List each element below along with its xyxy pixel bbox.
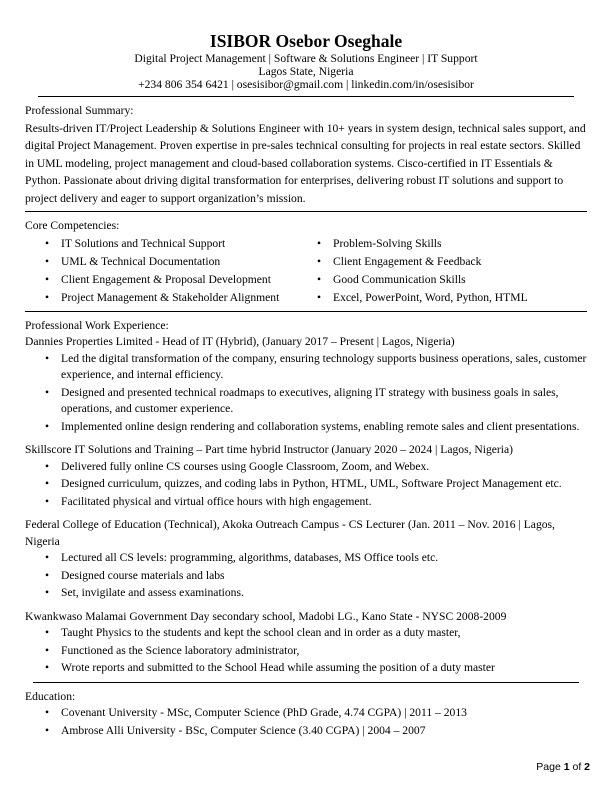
list-item: • Facilitated physical and virtual office hours with high engagement. (61, 494, 587, 511)
divider (25, 211, 587, 212)
divider (33, 682, 579, 683)
section-title: Professional Work Experience: (25, 318, 169, 332)
list-item: • Implemented online design rendering and collaboration systems, enabling remote sales and client presentations. (61, 419, 587, 436)
list-item: • Client Engagement & Proposal Development (61, 271, 315, 289)
list-item: • Designed course materials and labs (61, 568, 587, 585)
divider (25, 311, 587, 312)
location: Lagos State, Nigeria (258, 65, 354, 78)
job-bullets (25, 550, 587, 602)
list-item: • Problem-Solving Skills (333, 235, 587, 253)
job-bullets (25, 351, 587, 436)
list-item: • UML & Technical Documentation (61, 253, 315, 271)
list-item: • IT Solutions and Technical Support (61, 235, 315, 253)
section-title: Education: (25, 689, 76, 703)
summary-section (25, 103, 587, 207)
summary-text: Results-driven IT/Project Leadership & Solutions Engineer with 10+ years in system design, technical sales support, and digital Project Management. Proven expertise in pre-sales technical consulting for projects in real estate sectors. Skilled in UML modeling, project management and cloud-based collaboration systems. Cisco-certified in IT Essentials & Python. Passionate about driving digital transformation for enterprises, delivering robust IT solutions and support to project delivery and eager to support organization’s mission. (25, 121, 586, 205)
tagline: Digital Project Management | Software & Solutions Engineer | IT Support (134, 52, 478, 65)
contact-line: +234 806 354 6421 | osesisibor@gmail.com | linkedin.com/in/osesisibor (138, 78, 474, 91)
list-item: • Covenant University - MSc, Computer Science (PhD Grade, 4.74 CGPA) | 2011 – 2013 (61, 705, 587, 722)
job-bullets (25, 625, 587, 677)
list-item: • Ambrose Alli University - BSc, Computer Science (3.40 CGPA) | 2004 – 2007 (61, 723, 587, 740)
list-item: • Client Engagement & Feedback (333, 253, 587, 271)
resume-header (25, 30, 587, 91)
job-heading: Skillscore IT Solutions and Training – Part time hybrid Instructor (January 2020 – 2024 | Lagos, Nigeria) (25, 443, 514, 456)
job-heading: Kwankwaso Malamai Government Day secondary school, Madobi LG., Kano State - NYSC 2008-2009 (25, 609, 507, 623)
list-item: • Lectured all CS levels: programming, algorithms, databases, MS Office tools etc. (61, 550, 587, 567)
job-heading: Dannies Properties Limited - Head of IT (Hybrid), (January 2017 – Present | Lagos, Nigeria) (25, 335, 455, 348)
section-title: Professional Summary: (25, 104, 134, 117)
list-item: • Functioned as the Science laboratory administrator, (61, 643, 587, 660)
list-item: • Wrote reports and submitted to the School Head while assuming the position of a duty master (61, 660, 587, 677)
resume-page (25, 30, 587, 740)
list-item: • Delivered fully online CS courses using Google Classroom, Zoom, and Webex. (61, 459, 587, 476)
list-item: • Designed and presented technical roadmaps to executives, aligning IT strategy with business goals in sales, operations, and customer experience. (61, 385, 587, 418)
divider (38, 96, 574, 97)
list-item: • Excel, PowerPoint, Word, Python, HTML (333, 289, 587, 307)
experience-section (25, 318, 587, 677)
list-item: • Led the digital transformation of the company, ensuring technology supports business operations, sales, customer experience, and internal efficiency. (61, 351, 587, 384)
list-item: • Taught Physics to the students and kept the school clean and in order as a duty master, (61, 625, 587, 642)
competencies-section (25, 218, 587, 307)
competencies-right (315, 235, 587, 307)
page-number: Page 1 of 2 (536, 761, 590, 773)
list-item: • Good Communication Skills (333, 271, 587, 289)
section-title: Core Competencies: (25, 219, 120, 232)
list-item: • Project Management & Stakeholder Alignment (61, 289, 315, 307)
list-item: • Set, invigilate and assess examinations. (61, 585, 587, 602)
job-heading: Federal College of Education (Technical), Akoka Outreach Campus - CS Lecturer (Jan. 2011 – Nov. 2016 | Lagos, Nigeria (25, 518, 555, 548)
candidate-name: ISIBOR Osebor Oseghale (209, 31, 403, 51)
competencies-left (25, 235, 315, 307)
education-section (25, 689, 587, 740)
education-list (25, 705, 587, 739)
job-bullets (25, 459, 587, 511)
list-item: • Designed curriculum, quizzes, and coding labs in Python, HTML, UML, Software Project Management etc. (61, 476, 587, 493)
